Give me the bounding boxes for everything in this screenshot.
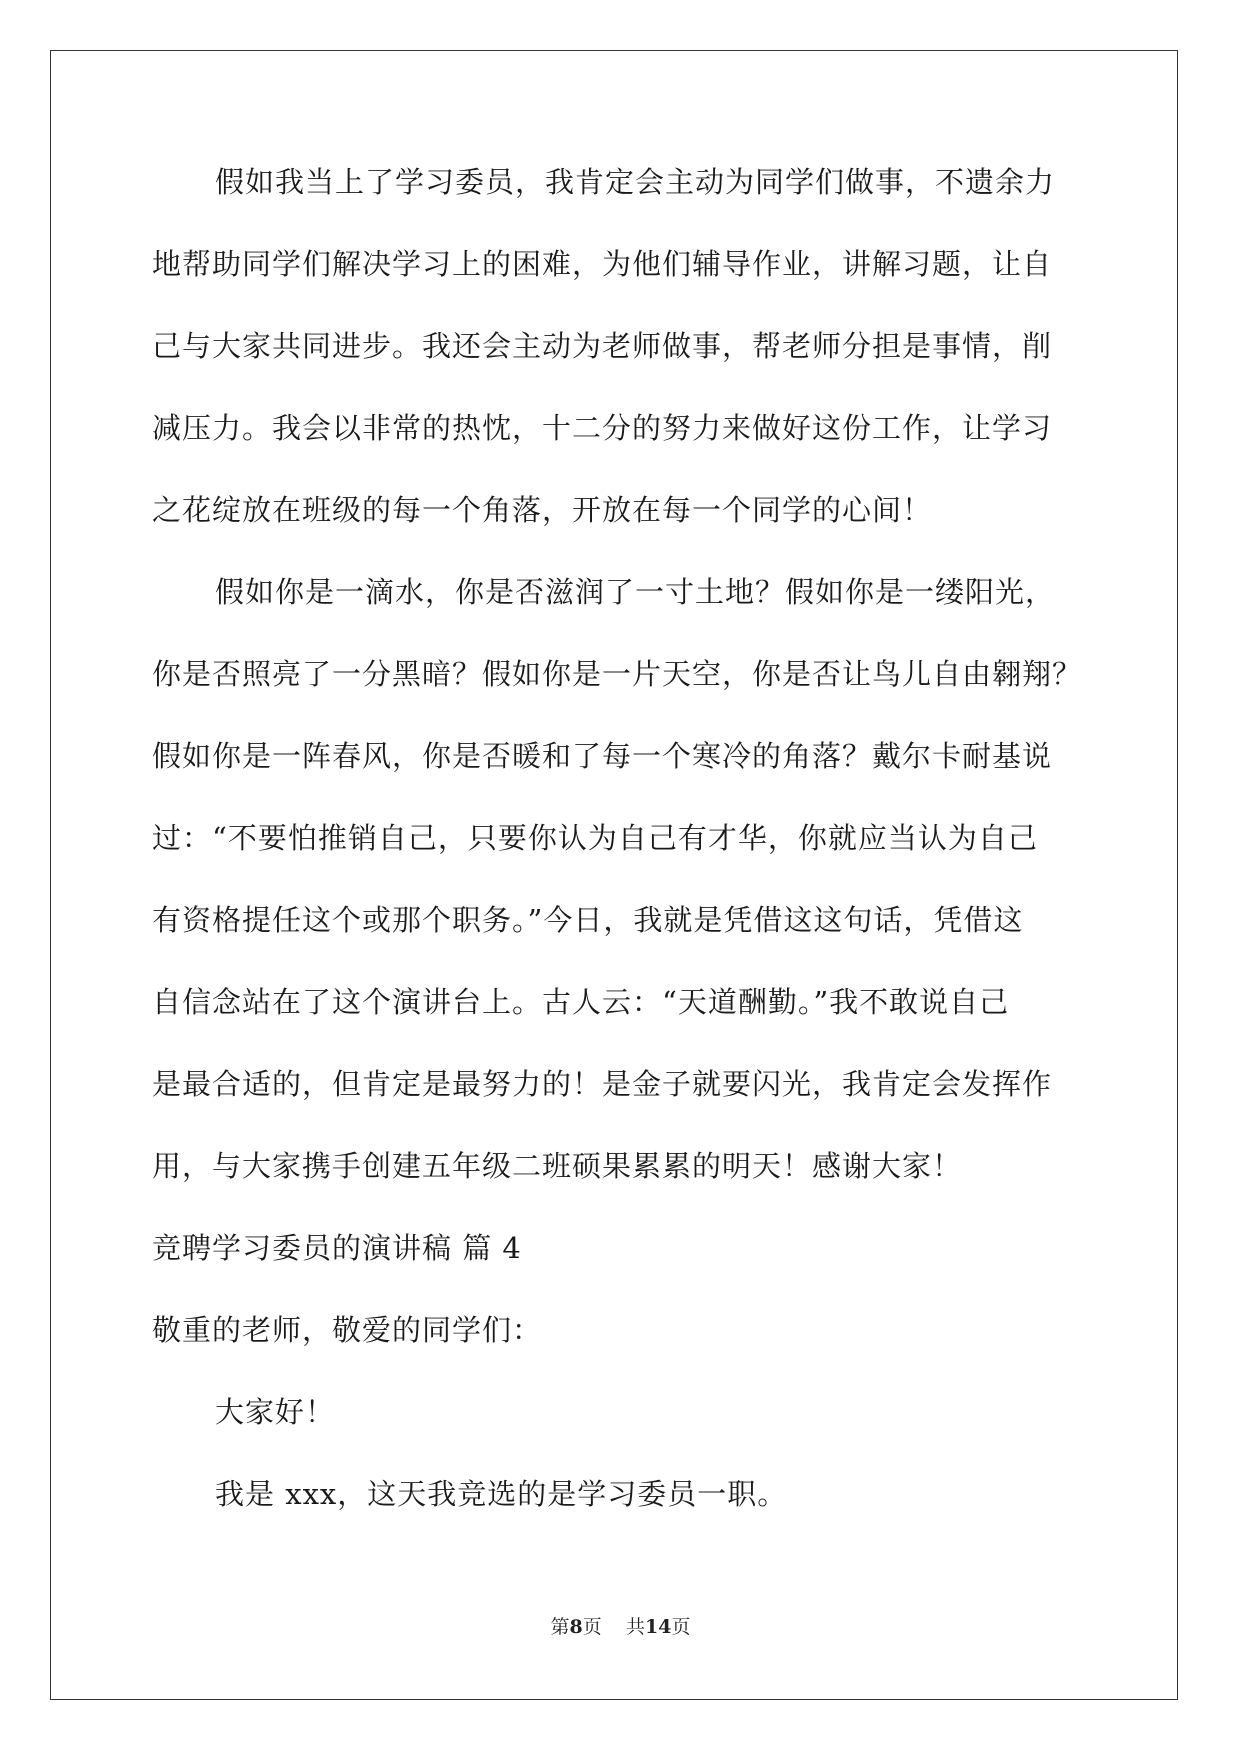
paragraph-line: 自信念站在了这个演讲台上。古人云：“天道酬勤。”我不敢说自己	[152, 985, 1010, 1019]
total-pages: 14	[644, 1616, 672, 1638]
page-number-suffix: 页	[582, 1616, 602, 1638]
paragraph-line: 过：“不要怕推销自己，只要你认为自己有才华，你就应当认为自己	[152, 821, 1038, 855]
paragraph-line: 我是 xxx，这天我竞选的是学习委员一职。	[215, 1477, 788, 1511]
section-heading: 竞聘学习委员的演讲稿 篇 4	[152, 1231, 522, 1265]
page-number: 8	[569, 1616, 583, 1638]
paragraph-line: 之花绽放在班级的每一个角落，开放在每一个同学的心间！	[152, 493, 933, 527]
total-pages-prefix: 共	[625, 1616, 645, 1638]
total-pages-suffix: 页	[671, 1616, 691, 1638]
greeting: 大家好！	[215, 1395, 336, 1429]
paragraph-line: 用，与大家携手创建五年级二班硕果累累的明天！感谢大家！	[152, 1149, 963, 1183]
document-body	[152, 160, 1092, 1554]
page-number-prefix: 第	[550, 1616, 570, 1638]
paragraph-line: 地帮助同学们解决学习上的困难，为他们辅导作业，讲解习题，让自	[152, 247, 1053, 281]
paragraph-line: 你是否照亮了一分黑暗？假如你是一片天空，你是否让鸟儿自由翱翔？	[152, 657, 1083, 691]
paragraph-line: 假如你是一滴水，你是否滋润了一寸土地？假如你是一缕阳光，	[215, 575, 1056, 609]
page-footer	[0, 1612, 1241, 1639]
salutation: 敬重的老师，敬爱的同学们：	[152, 1313, 543, 1347]
paragraph-line: 有资格提任这个或那个职务。”今日，我就是凭借这这句话，凭借这	[152, 903, 1024, 937]
paragraph-line: 假如你是一阵春风，你是否暖和了每一个寒冷的角落？戴尔卡耐基说	[152, 739, 1053, 773]
paragraph-line: 减压力。我会以非常的热忱，十二分的努力来做好这份工作，让学习	[152, 411, 1053, 445]
paragraph-line: 是最合适的，但肯定是最努力的！是金子就要闪光，我肯定会发挥作	[152, 1067, 1053, 1101]
paragraph-line: 假如我当上了学习委员，我肯定会主动为同学们做事，不遗余力	[215, 165, 1056, 199]
paragraph-line: 己与大家共同进步。我还会主动为老师做事，帮老师分担是事情，削	[152, 329, 1053, 363]
